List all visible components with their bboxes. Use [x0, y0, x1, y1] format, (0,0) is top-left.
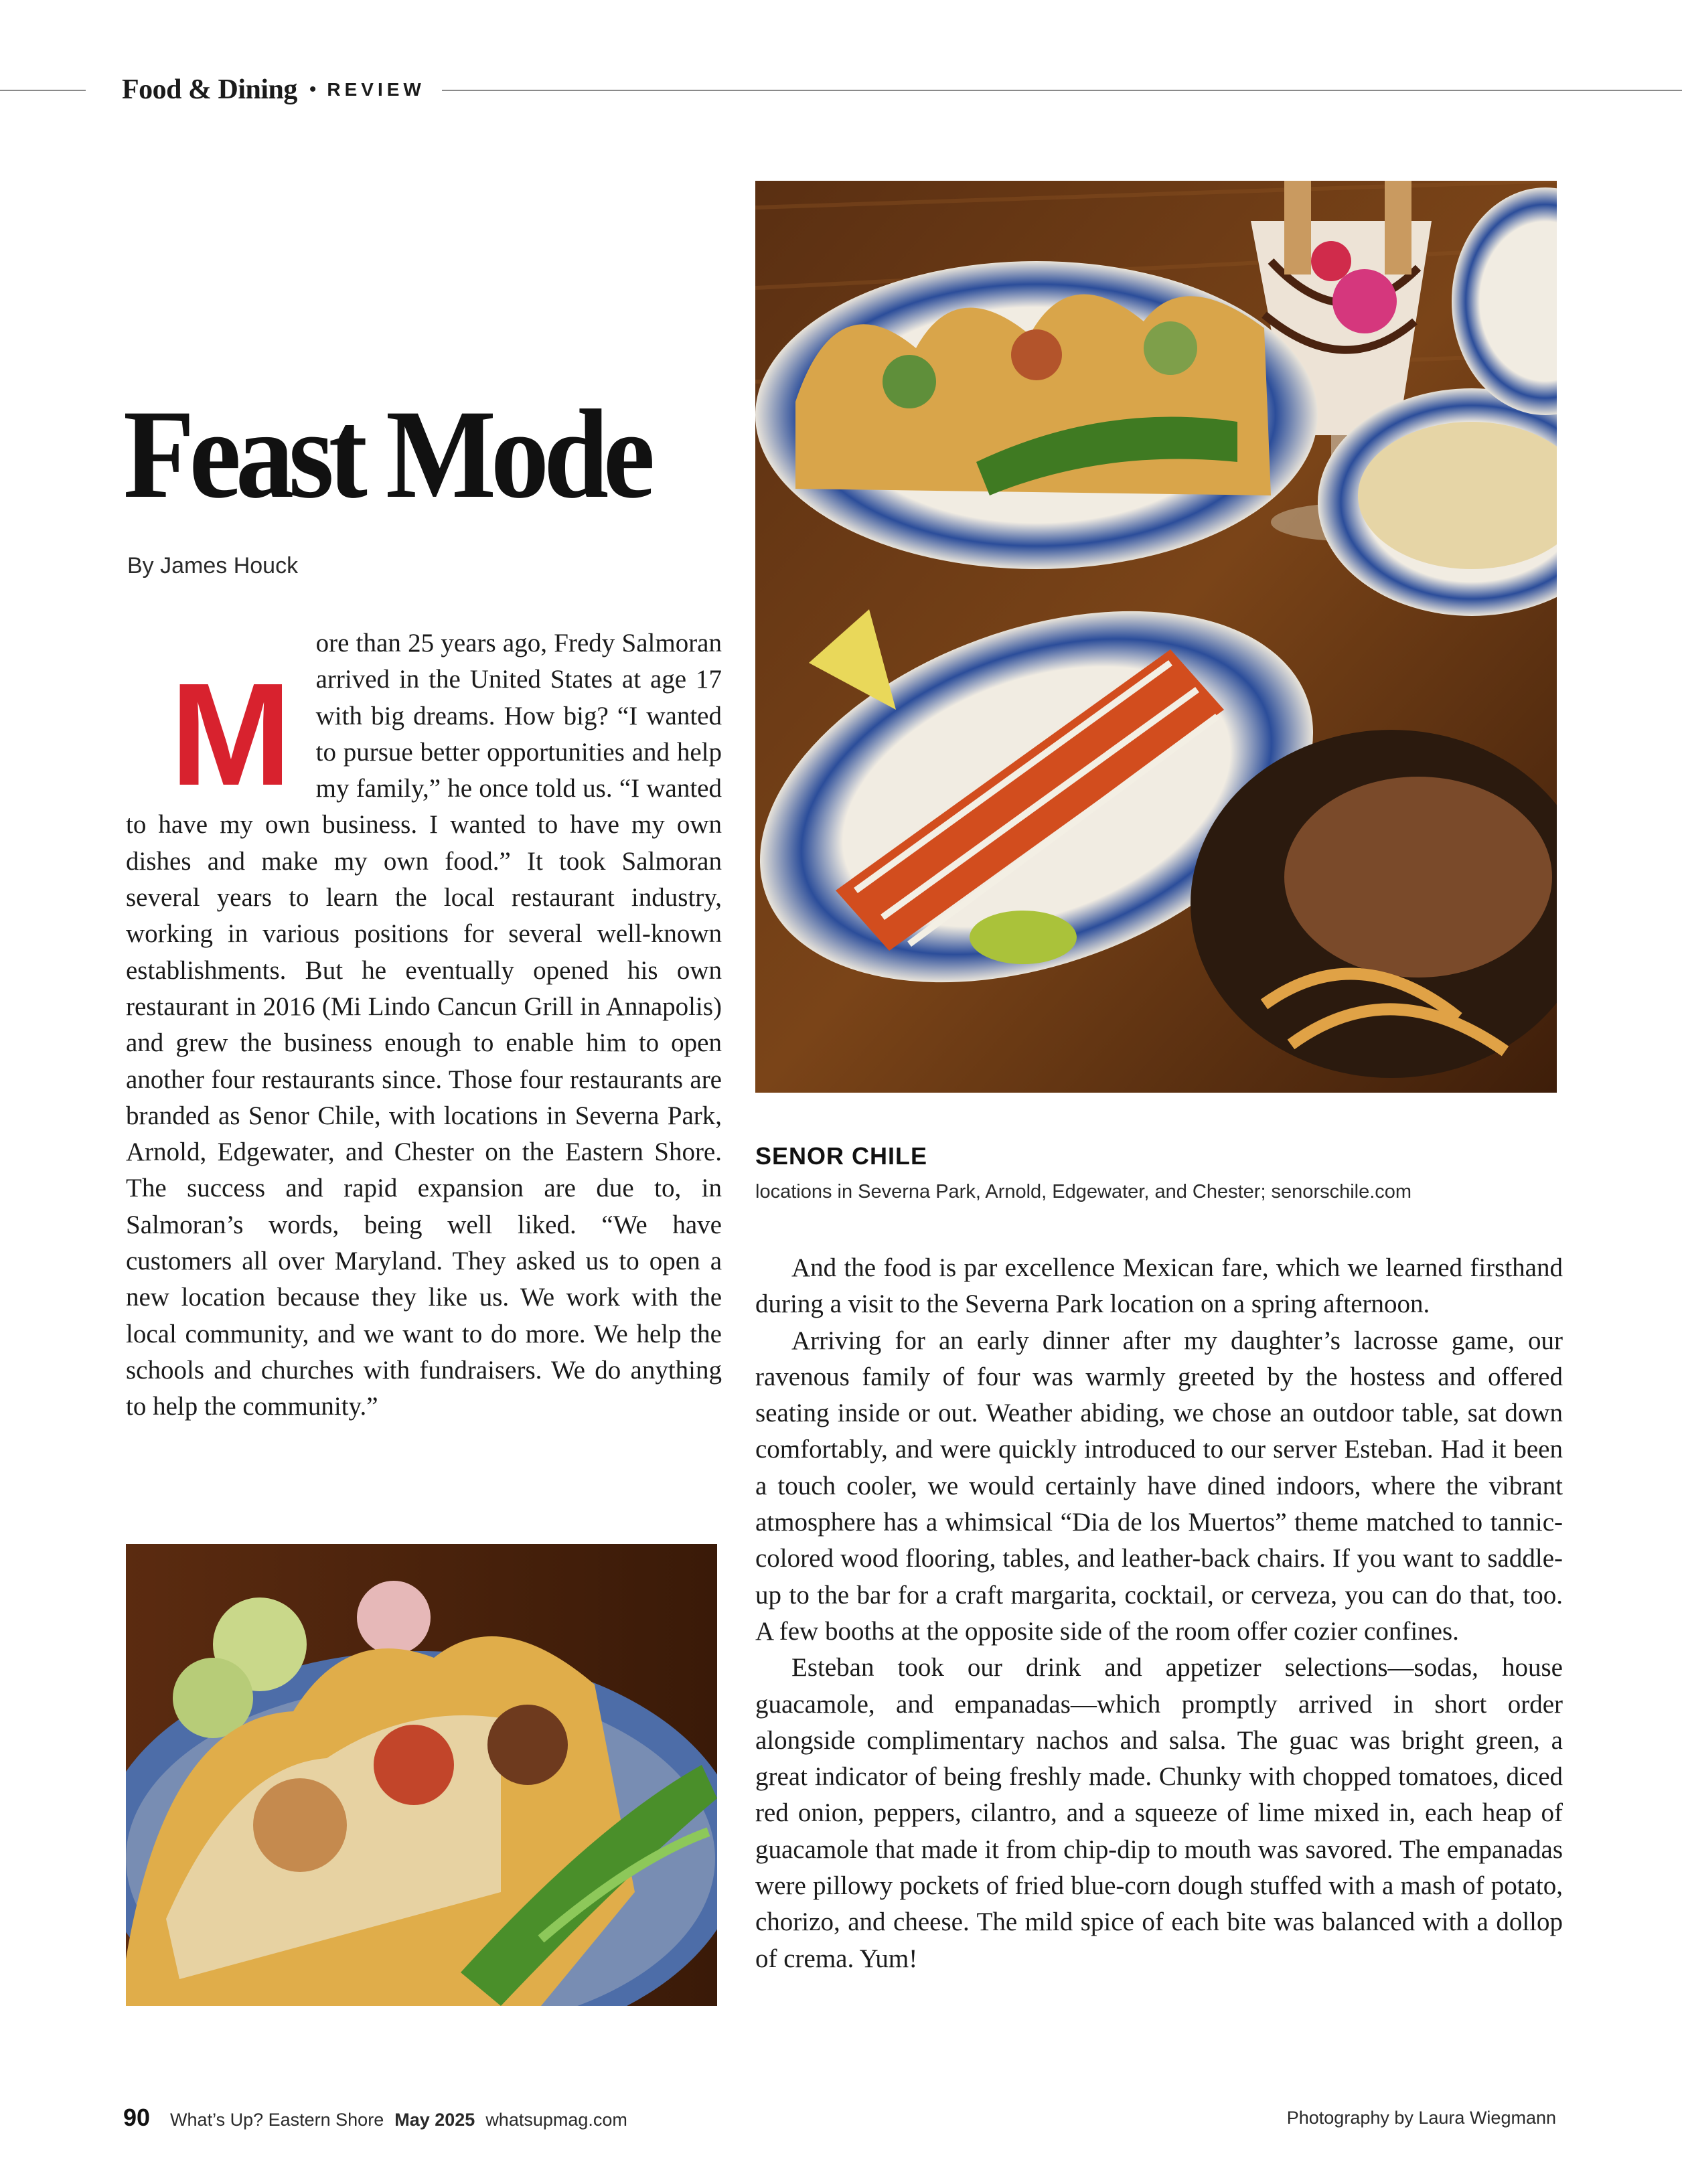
body-paragraph-1: And the food is par excellence Mexican fare, which we learned firsthand during a visit to the Severna Park location on a spring afternoon.	[755, 1253, 1563, 1319]
page-number: 90	[123, 2104, 151, 2131]
header-rule-right	[442, 90, 1682, 91]
feast-photo-image	[755, 181, 1557, 1093]
photo-credit: Photography by Laura Wiegmann	[1286, 2108, 1556, 2128]
byline: By James Houck	[127, 553, 299, 578]
section-header	[122, 70, 425, 110]
feast-photo	[755, 181, 1557, 1093]
body-paragraph-2: Arriving for an early dinner after my daughter’s lacrosse game, our ravenous family of four was warmly greeted by the hostess and offered seating inside or out. Weather abiding, we chose an outdoor table, sat down comfortably, and were quickly introduced to our server Esteban. Had it been a touch cooler, we would certainly have dined indoors, where the vibrant atmosphere has a whimsical “Dia de los Muertos” theme matched to tannic-colored wood flooring, tables, and leather-back chairs. If you want to saddle-up to the bar for a craft margarita, cocktail, or cerveza, you can do that, too. A few booths at the opposite side of the room offer cozier confines.	[755, 1326, 1563, 1646]
intro-text: ore than 25 years ago, Fredy Salmoran arrived in the United States at age 17 with big dreams. How big? “I wanted to pursue better opportunities and help my family,” he once told us. “I wanted to have my own business. I wanted to have my own dishes and make my own food.” It took Salmoran several years to learn the local restaurant industry, working in various positions for several well-known establishments. But he eventually opened his own restaurant in 2016 (Mi Lindo Cancun Grill in Annapolis) and grew the business enough to enable him to open another four restaurants since. Those four restaurants are branded as Senor Chile, with locations in Severna Park, Arnold, Edgewater, and Chester on the Eastern Shore. The success and rapid expansion are due to, in Salmoran’s words, being well liked. “We have customers all over Maryland. They asked us to open a new location because they like us. We work with the local community, and we want to do more. We help the schools and churches with fundraisers. We do anything to help the community.”	[126, 629, 722, 1421]
issue-date: May 2025	[394, 2110, 475, 2130]
tacos-photo	[126, 1544, 717, 2006]
section-kicker: REVIEW	[327, 79, 425, 100]
article-title: Feast Mode	[123, 384, 650, 525]
page-footer	[123, 2104, 627, 2132]
intro-paragraph	[126, 625, 722, 1425]
left-column	[126, 625, 722, 1425]
header-rule-left	[0, 90, 86, 91]
caption-text: locations in Severna Park, Arnold, Edgewater, and Chester; senorschile.com	[755, 1181, 1412, 1202]
drop-cap: M	[170, 653, 292, 816]
section-name: Food & Dining	[122, 74, 297, 105]
website-link[interactable]: whatsupmag.com	[485, 2110, 627, 2130]
header-separator: •	[309, 78, 317, 100]
right-column	[755, 1250, 1563, 1977]
tacos-photo-image	[126, 1544, 717, 2006]
publication-name: What’s Up? Eastern Shore	[170, 2110, 384, 2130]
caption-title: SENOR CHILE	[755, 1142, 928, 1170]
body-paragraph-3: Esteban took our drink and appetizer selections—sodas, house guacamole, and empanadas—which promptly arrived in short order alongside complimentary nachos and salsa. The guac was bright green, a great indicator of being freshly made. Chunky with chopped tomatoes, diced red onion, peppers, cilantro, and a squeeze of lime mixed in, each heap of guacamole that made it from chip-dip to mouth was savored. The empanadas were pillowy pockets of fried blue-corn dough stuffed with a mash of potato, chorizo, and cheese. The mild spice of each bite was balanced with a dollop of crema. Yum!	[755, 1653, 1563, 1973]
